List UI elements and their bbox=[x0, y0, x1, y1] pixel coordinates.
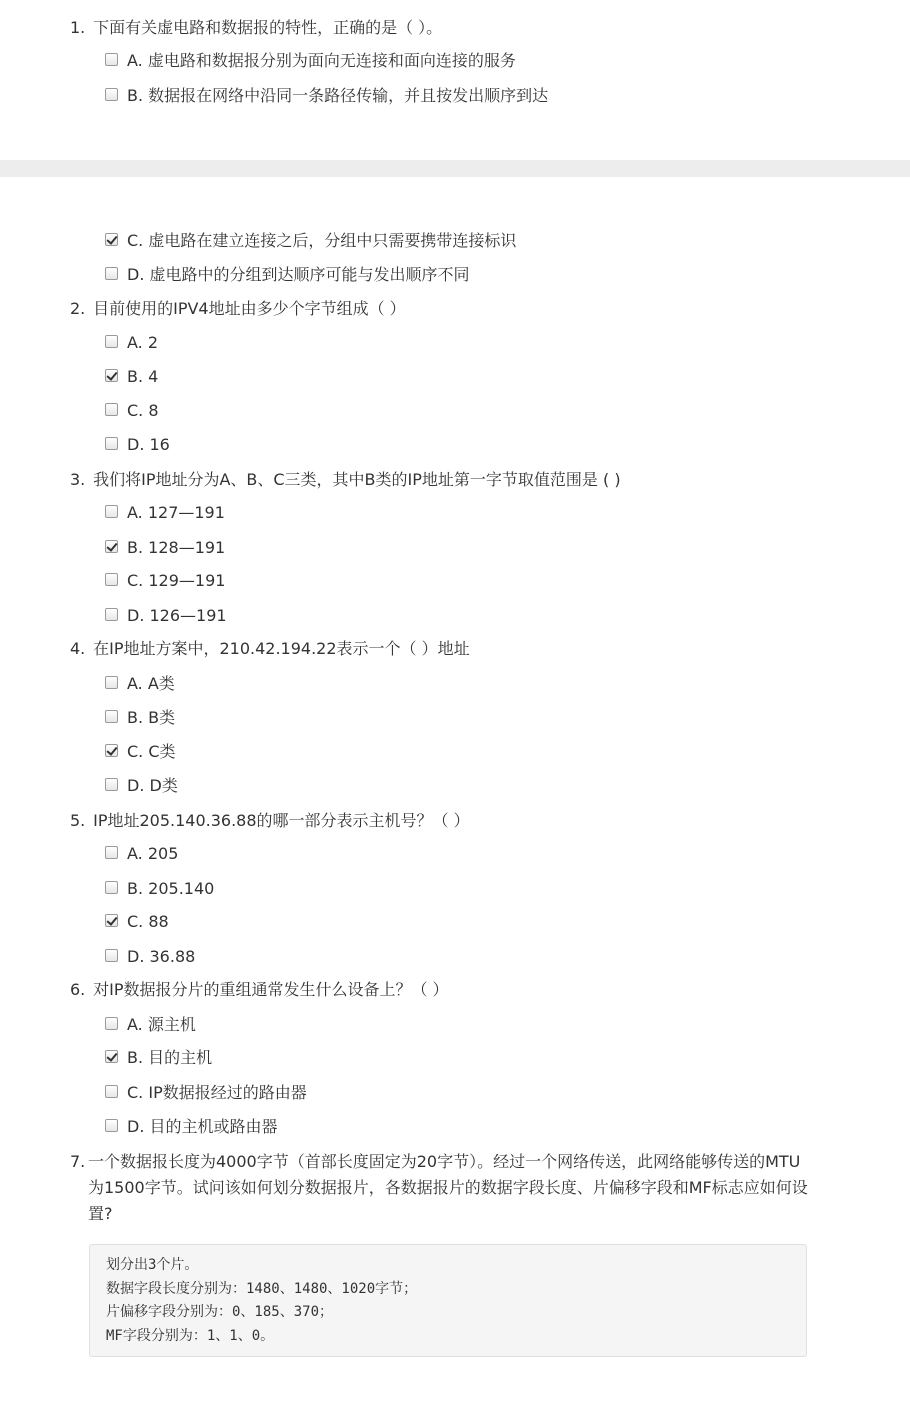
option-label: B. 128—191 bbox=[127, 538, 226, 557]
option-label: D. 虚电路中的分组到达顺序可能与发出顺序不同 bbox=[127, 265, 470, 284]
q3-option-a[interactable] bbox=[105, 500, 225, 526]
q3-option-b[interactable] bbox=[105, 535, 225, 561]
checkbox-checked[interactable] bbox=[105, 914, 118, 927]
q6-option-d[interactable] bbox=[105, 1114, 278, 1140]
option-label: C. 129—191 bbox=[127, 571, 226, 590]
q4-option-a[interactable] bbox=[105, 671, 175, 697]
q6-option-b[interactable] bbox=[105, 1045, 212, 1071]
checkbox[interactable] bbox=[105, 1085, 118, 1098]
question-number: 7. bbox=[70, 1152, 86, 1171]
q4-option-c[interactable] bbox=[105, 739, 176, 765]
option-label: B. B类 bbox=[127, 708, 176, 727]
q1-option-a[interactable] bbox=[105, 48, 516, 74]
answer-box bbox=[89, 1244, 807, 1357]
checkbox[interactable] bbox=[105, 949, 118, 962]
q5-option-a[interactable] bbox=[105, 841, 178, 867]
option-label: A. 虚电路和数据报分别为面向无连接和面向连接的服务 bbox=[127, 51, 516, 70]
question-6 bbox=[70, 977, 810, 1003]
question-text: 目前使用的IPV4地址由多少个字节组成（ ） bbox=[93, 299, 406, 318]
question-text: 在IP地址方案中，210.42.194.22表示一个（ ）地址 bbox=[93, 639, 470, 658]
question-2 bbox=[70, 296, 810, 322]
option-label: D. D类 bbox=[127, 776, 178, 795]
answer-line: 数据字段长度分别为：1480、1480、1020字节； bbox=[106, 1280, 418, 1297]
q3-option-c[interactable] bbox=[105, 568, 225, 594]
question-text: 下面有关虚电路和数据报的特性，正确的是（ ）。 bbox=[93, 18, 443, 37]
question-text: IP地址205.140.36.88的哪一部分表示主机号？（ ） bbox=[93, 811, 470, 830]
checkbox-checked[interactable] bbox=[105, 369, 118, 382]
option-label: D. 16 bbox=[127, 435, 170, 454]
checkbox-checked[interactable] bbox=[105, 1050, 118, 1063]
checkbox[interactable] bbox=[105, 881, 118, 894]
answer-line: 片偏移字段分别为：0、185、370； bbox=[106, 1304, 334, 1320]
q1-option-c[interactable] bbox=[105, 228, 516, 254]
option-label: C. 虚电路在建立连接之后，分组中只需要携带连接标识 bbox=[127, 231, 517, 250]
option-label: C. 8 bbox=[127, 401, 159, 420]
q1-option-d[interactable] bbox=[105, 262, 470, 288]
checkbox-checked[interactable] bbox=[105, 744, 118, 757]
question-7 bbox=[70, 1149, 810, 1227]
q6-option-c[interactable] bbox=[105, 1080, 307, 1106]
checkbox[interactable] bbox=[105, 403, 118, 416]
checkbox[interactable] bbox=[105, 676, 118, 689]
checkbox-checked[interactable] bbox=[105, 540, 118, 553]
question-text: 对IP数据报分片的重组通常发生什么设备上？（ ） bbox=[93, 980, 449, 999]
option-label: B. 4 bbox=[127, 367, 159, 386]
option-label: A. 205 bbox=[127, 844, 179, 863]
option-label: C. IP数据报经过的路由器 bbox=[127, 1083, 307, 1102]
q2-option-b[interactable] bbox=[105, 364, 158, 390]
q2-option-d[interactable] bbox=[105, 432, 170, 458]
q2-option-a[interactable] bbox=[105, 330, 158, 356]
checkbox[interactable] bbox=[105, 1119, 118, 1132]
question-3 bbox=[70, 467, 810, 493]
option-label: A. 2 bbox=[127, 333, 159, 352]
q5-option-c[interactable] bbox=[105, 909, 169, 935]
checkbox[interactable] bbox=[105, 573, 118, 586]
question-text: 我们将IP地址分为A、B、C三类，其中B类的IP地址第一字节取值范围是 ( ) bbox=[93, 470, 621, 489]
option-label: A. 127—191 bbox=[127, 503, 225, 522]
q6-option-a[interactable] bbox=[105, 1012, 196, 1038]
checkbox[interactable] bbox=[105, 846, 118, 859]
page-divider bbox=[0, 160, 910, 177]
q1-option-b[interactable] bbox=[105, 83, 548, 109]
checkbox[interactable] bbox=[105, 437, 118, 450]
checkbox[interactable] bbox=[105, 335, 118, 348]
q3-option-d[interactable] bbox=[105, 603, 227, 629]
checkbox[interactable] bbox=[105, 505, 118, 518]
option-label: C. C类 bbox=[127, 742, 176, 761]
checkbox[interactable] bbox=[105, 778, 118, 791]
checkbox[interactable] bbox=[105, 710, 118, 723]
checkbox[interactable] bbox=[105, 88, 118, 101]
question-number: 5. bbox=[70, 811, 86, 830]
option-label: B. 205.140 bbox=[127, 879, 215, 898]
q5-option-d[interactable] bbox=[105, 944, 195, 970]
question-5 bbox=[70, 808, 810, 834]
option-label: B. 目的主机 bbox=[127, 1048, 213, 1067]
option-label: C. 88 bbox=[127, 912, 169, 931]
option-label: A. 源主机 bbox=[127, 1015, 196, 1034]
question-number: 4. bbox=[70, 639, 86, 658]
answer-line: MF字段分别为：1、1、0。 bbox=[106, 1327, 275, 1344]
question-number: 2. bbox=[70, 299, 86, 318]
checkbox[interactable] bbox=[105, 53, 118, 66]
option-label: B. 数据报在网络中沿同一条路径传输，并且按发出顺序到达 bbox=[127, 86, 549, 105]
q4-option-b[interactable] bbox=[105, 705, 175, 731]
checkbox[interactable] bbox=[105, 267, 118, 280]
option-label: D. 36.88 bbox=[127, 947, 196, 966]
question-text: 一个数据报长度为4000字节（首部长度固定为20字节）。经过一个网络传送，此网络能够传送的MTU为1500字节。试问该如何划分数据报片，各数据报片的数据字段长度、片偏移字段和MF标志应如何设置? bbox=[88, 1152, 808, 1223]
q4-option-d[interactable] bbox=[105, 773, 178, 799]
checkbox[interactable] bbox=[105, 608, 118, 621]
checkbox[interactable] bbox=[105, 1017, 118, 1030]
option-label: A. A类 bbox=[127, 674, 175, 693]
question-number: 3. bbox=[70, 470, 86, 489]
question-1 bbox=[70, 15, 810, 41]
question-4 bbox=[70, 636, 810, 662]
question-number: 1. bbox=[70, 18, 86, 37]
option-label: D. 目的主机或路由器 bbox=[127, 1117, 278, 1136]
q2-option-c[interactable] bbox=[105, 398, 159, 424]
answer-line: 划分出3个片。 bbox=[106, 1257, 199, 1273]
q5-option-b[interactable] bbox=[105, 876, 214, 902]
checkbox-checked[interactable] bbox=[105, 233, 118, 246]
question-number: 6. bbox=[70, 980, 86, 999]
option-label: D. 126—191 bbox=[127, 606, 227, 625]
